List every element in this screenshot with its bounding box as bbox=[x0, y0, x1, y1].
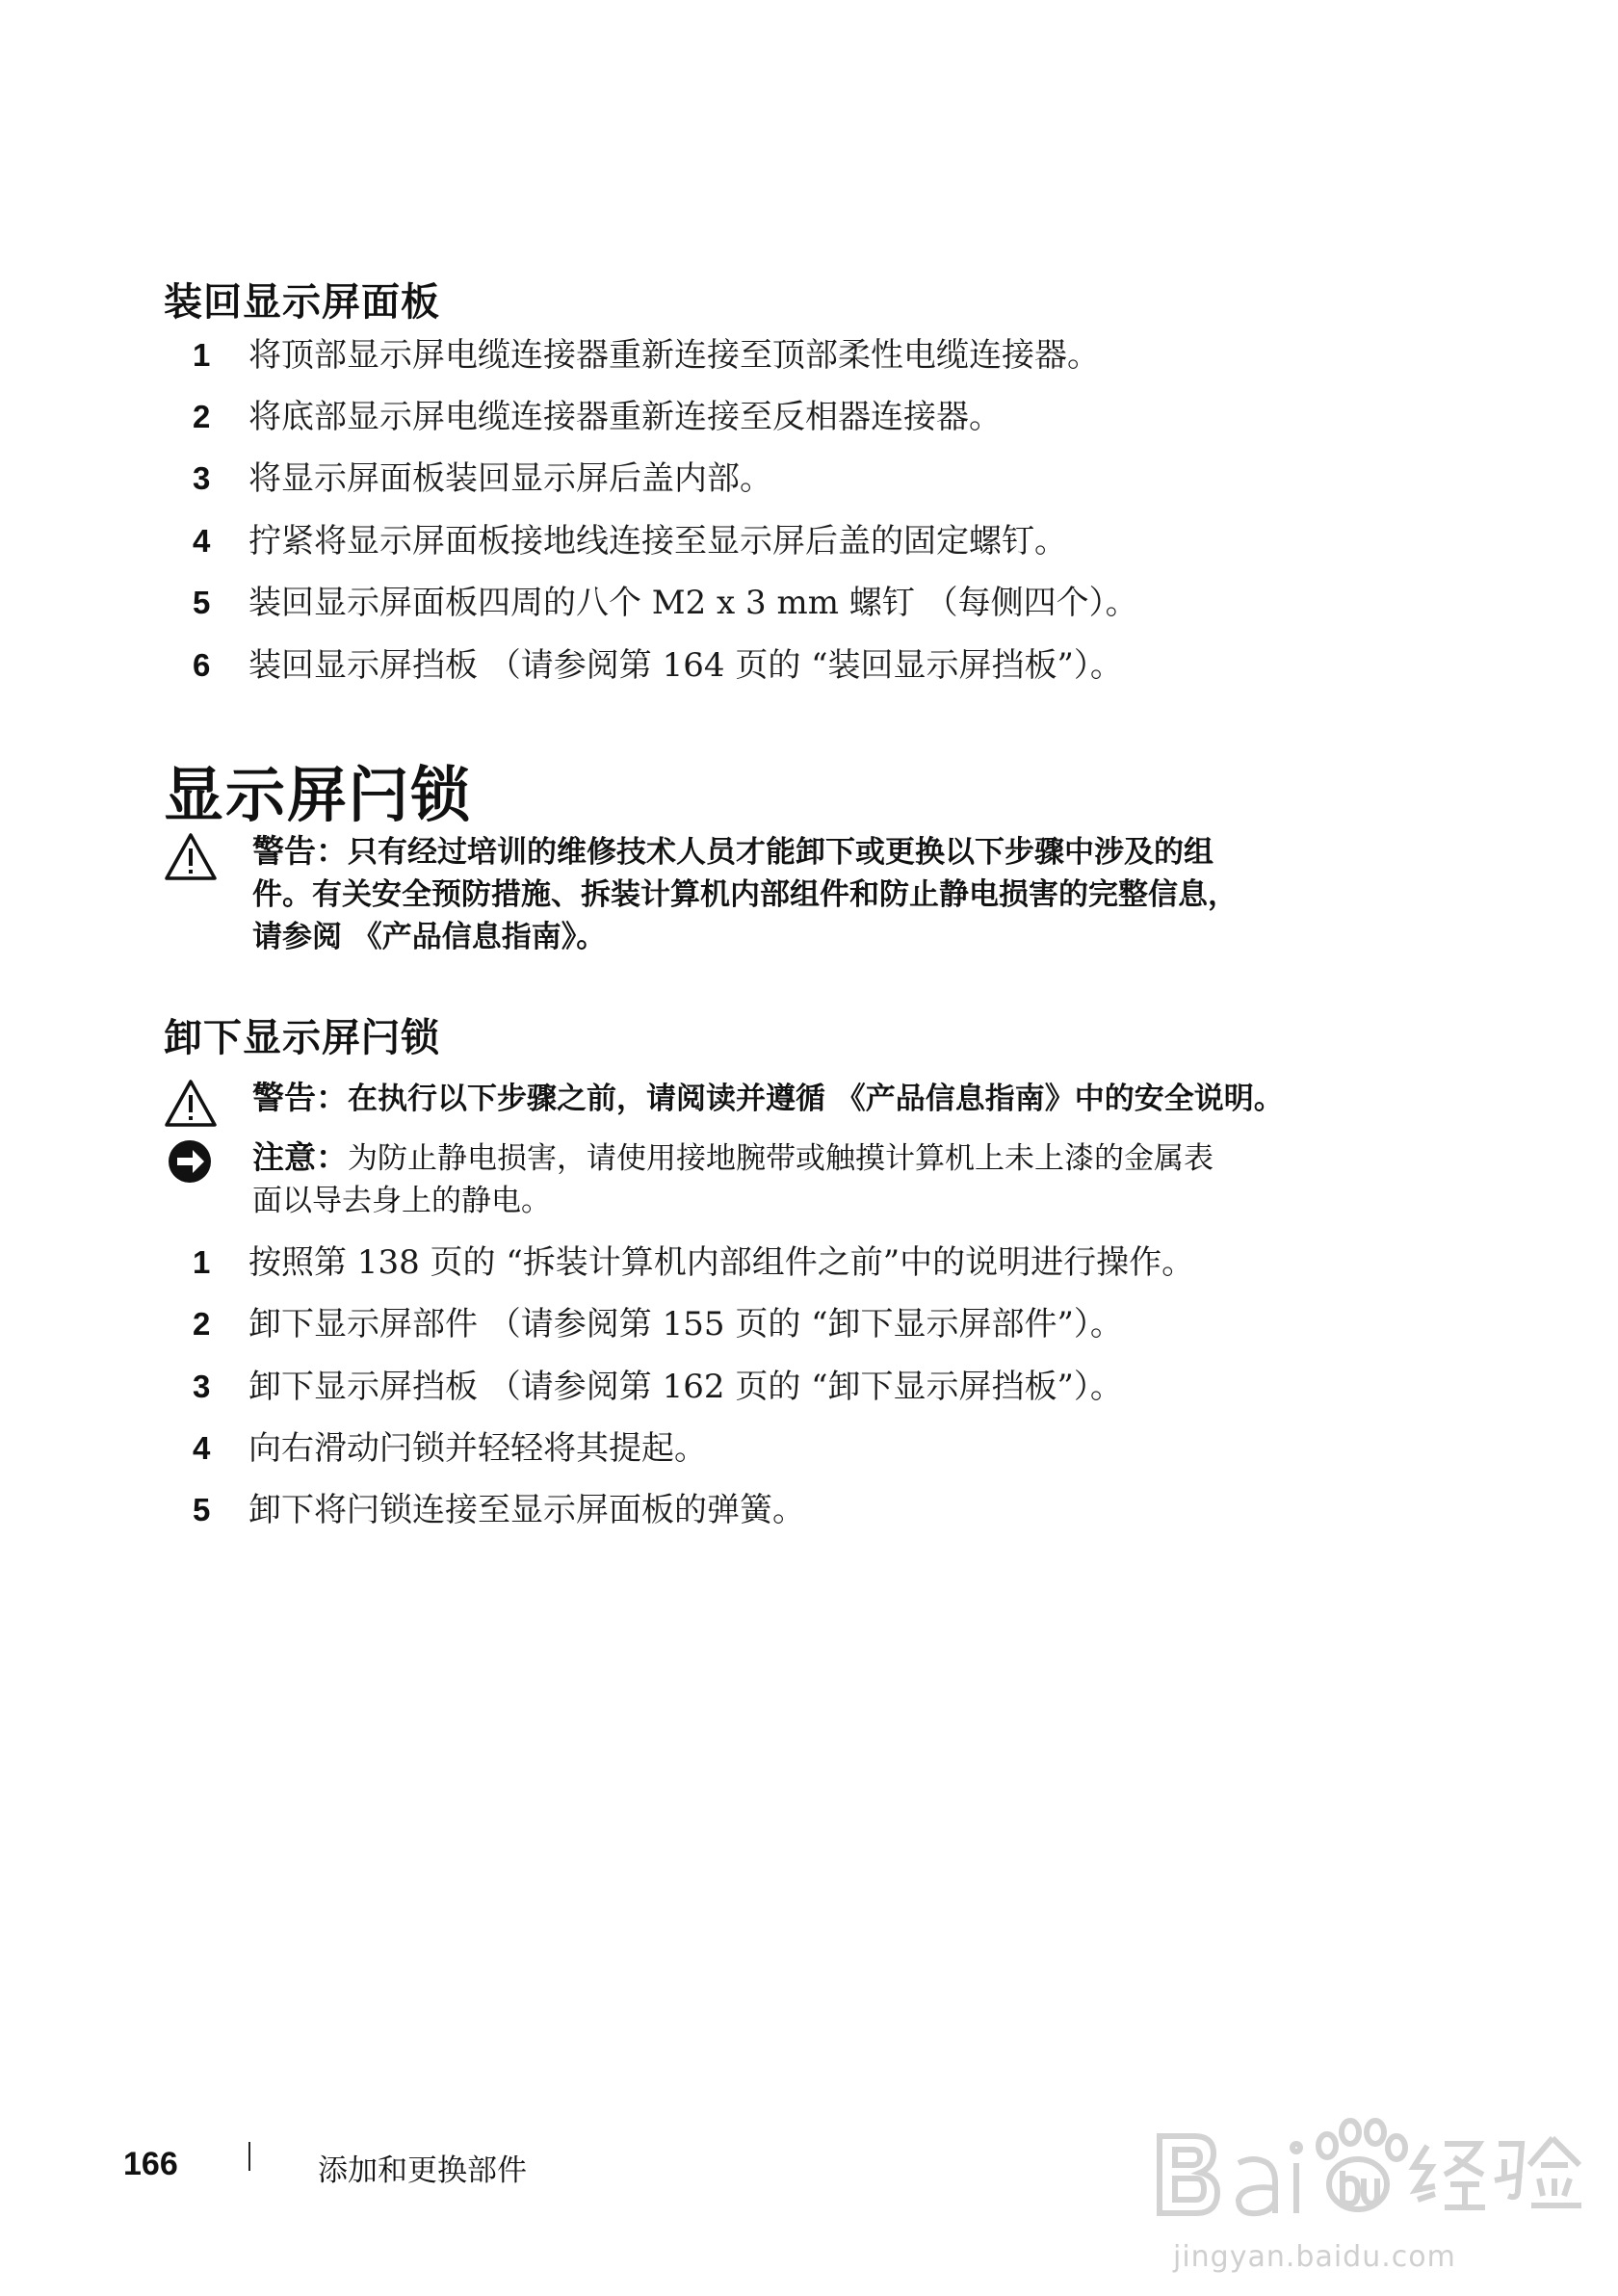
step-text: 卸下显示屏部件 （请参阅第 155 页的 “卸下显示屏部件”）。 bbox=[248, 1305, 1123, 1344]
step-text: 向右滑动闩锁并轻轻将其提起。 bbox=[248, 1429, 707, 1468]
warning-triangle-icon bbox=[164, 832, 218, 882]
section-heading-replace-panel: 装回显示屏面板 bbox=[164, 280, 440, 325]
step-text: 将底部显示屏电缆连接器重新连接至反相器连接器。 bbox=[248, 398, 1002, 436]
step-number: 2 bbox=[193, 1306, 211, 1342]
step-text: 卸下将闩锁连接至显示屏面板的弹簧。 bbox=[248, 1491, 805, 1529]
warning-text: 只有经过培训的维修技术人员才能卸下或更换以下步骤中涉及的组 bbox=[348, 835, 1214, 870]
warning-text: 件。有关安全预防措施、拆装计算机内部组件和防止静电损害的完整信息， bbox=[252, 877, 1238, 912]
step-number: 5 bbox=[193, 1492, 211, 1527]
step-text: 将显示屏面板装回显示屏后盖内部。 bbox=[248, 459, 772, 498]
step-text: 装回显示屏面板四周的八个 M2 x 3 mm 螺钉 （每侧四个）。 bbox=[248, 584, 1138, 622]
notice-circle-icon bbox=[164, 1138, 218, 1188]
step-number: 1 bbox=[193, 1244, 211, 1280]
section-title-display-latch: 显示屏闩锁 bbox=[164, 760, 473, 830]
notice-text: 为防止静电损害，请使用接地腕带或触摸计算机上未上漆的金属表 bbox=[348, 1141, 1214, 1176]
step-number: 5 bbox=[193, 585, 211, 620]
step-number: 1 bbox=[193, 337, 211, 373]
notice-text: 面以导去身上的静电。 bbox=[252, 1184, 551, 1218]
warning-text: 在执行以下步骤之前，请阅读并遵循 《产品信息指南》中的安全说明。 bbox=[348, 1082, 1284, 1116]
warning-label: 警告： bbox=[252, 1079, 348, 1116]
step-text: 按照第 138 页的 “拆装计算机内部组件之前”中的说明进行操作。 bbox=[248, 1243, 1195, 1282]
step-text: 卸下显示屏挡板 （请参阅第 162 页的 “卸下显示屏挡板”）。 bbox=[248, 1368, 1123, 1406]
page-number: 166 bbox=[123, 2146, 178, 2182]
step-text: 拧紧将显示屏面板接地线连接至显示屏后盖的固定螺钉。 bbox=[248, 522, 1067, 561]
step-number: 2 bbox=[193, 399, 211, 434]
notice-label: 注意： bbox=[252, 1138, 348, 1176]
footer-divider bbox=[248, 2142, 250, 2171]
step-number: 3 bbox=[193, 460, 211, 496]
warning-triangle-icon bbox=[164, 1079, 218, 1129]
step-text: 装回显示屏挡板 （请参阅第 164 页的 “装回显示屏挡板”）。 bbox=[248, 646, 1123, 685]
warning-text: 请参阅 《产品信息指南》。 bbox=[252, 920, 607, 954]
step-number: 4 bbox=[193, 1430, 211, 1466]
warning-label: 警告： bbox=[252, 832, 348, 870]
step-number: 4 bbox=[193, 523, 211, 559]
step-number: 3 bbox=[193, 1369, 211, 1404]
section-heading-remove-latch: 卸下显示屏闩锁 bbox=[164, 1016, 440, 1060]
step-text: 将顶部显示屏电缆连接器重新连接至顶部柔性电缆连接器。 bbox=[248, 336, 1100, 375]
watermark-url: jingyan.baidu.com bbox=[1173, 2240, 1456, 2274]
step-number: 6 bbox=[193, 647, 211, 683]
chapter-title: 添加和更换部件 bbox=[318, 2153, 527, 2188]
